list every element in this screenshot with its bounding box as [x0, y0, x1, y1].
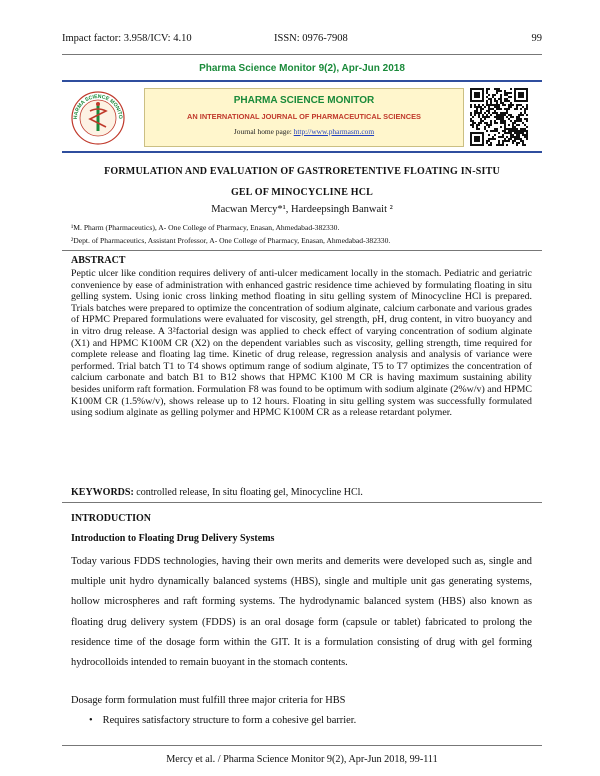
criteria-line: Dosage form formulation must fulfill three major criteria for HBS [71, 695, 346, 706]
introduction-paragraph: Today various FDDS technologies, having their own merits and demerits were developed such as, single and multiple unit hydro dynamically balanced systems (HBS), single and multiple unit gas generating systems, hollow microspheres and raft forming systems. The hydrodynamic balanced system (HBS) also known as floating drug delivery system (FDDS) is an oral dosage form (capsule or tablet) fabricated to prolong the residence time of the dosage form within the GIT. It is a formulation consisting of drug with gel forming hydrocolloids intended to remain buoyant in the stomach contents. [71, 556, 532, 669]
footer-divider [62, 745, 542, 746]
list-item [89, 715, 356, 726]
journal-name: PHARMA SCIENCE MONITOR [233, 95, 375, 106]
homepage-link[interactable]: http://www.pharmasm.com [293, 127, 375, 136]
affiliation-divider [62, 250, 542, 251]
impact-factor: Impact factor: 3.958/ICV: 4.10 [62, 33, 192, 44]
title-line-2: GEL OF MINOCYCLINE HCL [230, 187, 374, 198]
keywords-label: KEYWORDS: [71, 487, 134, 498]
abstract-heading: ABSTRACT [71, 255, 126, 266]
affiliation-1: ¹M. Pharm (Pharmaceutics), A- One College of Pharmacy, Enasan, Ahmedabad-382330. [71, 223, 340, 232]
keywords-text: controlled release, In situ floating gel, Minocycline HCl. [136, 487, 363, 498]
footer-citation: Mercy et al. / Pharma Science Monitor 9(2), Apr-Jun 2018, 99-111 [166, 754, 438, 765]
banner-top-rule [62, 80, 542, 82]
qr-code [470, 88, 528, 146]
title-line-1: FORMULATION AND EVALUATION OF GASTRORETENTIVE FLOATING IN-SITU [104, 166, 500, 177]
banner-bottom-rule [62, 151, 542, 153]
introduction-heading: INTRODUCTION [71, 513, 152, 524]
keywords-divider [62, 502, 542, 503]
author-list: Macwan Mercy*¹, Hardeepsingh Banwait ² [211, 204, 393, 215]
article-title [62, 161, 542, 203]
journal-banner [144, 88, 464, 147]
issn: ISSN: 0976-7908 [274, 33, 348, 44]
keywords [71, 487, 532, 498]
journal-homepage [145, 127, 463, 136]
abstract-body: Peptic ulcer like condition requires delivery of anti-ulcer medicament locally in the stomach. Pediatric and geriatric convenience by ease of administration with enhanced gastric residence time achieved by formulating floating in situ gelling system. Using ionic cross linking method floating in situ gelling system of Minocycline HCl is prepared. Trials batches were prepared to optimize the concentration of sodium alginate, calcium carbonate and various grades of HPMC Prepared formulations were evaluated for viscosity, gel strength, pH, drug content, in vitro buoyancy and in vitro drug release. A 3²factorial design was applied to check effect of varying concentration of sodium alginate (X1) and HPMC K100M CR (X2) on the dependent variables such as viscosity, gelling strength, time required for complete release and floating lag time. Kinetic of drug release, regression analysis and analysis of variance were performed. Trial batch T1 to T4 shows optimum range of sodium alginate, T5 to T7 optimizes the concentration of calcium carbonate and batch B1 to B12 shows that HPMC K100 M CR is having maximum sustaining ability besides uniform raft formation. Formulation F8 was found to be optimum with sodium alginate (2%w/v) and HPMC K100M CR (1.5%w/v), shows release up to 12 hours. Floating in situ gelling system was successfully formulated using sodium alginate as gelling polymer and HPMC K100M CR as a release retardant polymer. [71, 268, 532, 419]
journal-issue-line: Pharma Science Monitor 9(2), Apr-Jun 2018 [199, 63, 405, 74]
logo-text: HARMA SCIENCE MONITO [72, 93, 124, 120]
homepage-label: Journal home page: [233, 127, 292, 136]
affiliation-2: ²Dept. of Pharmaceutics, Assistant Professor, A- One College of Pharmacy, Enasan, Ahmedabad-382330. [71, 236, 391, 245]
journal-logo [68, 87, 128, 147]
header-divider [62, 54, 542, 55]
fdds-subheading: Introduction to Floating Drug Delivery Systems [71, 533, 275, 544]
list-item-text: Requires satisfactory structure to form a cohesive gel barrier. [102, 715, 357, 726]
page-number: 99 [531, 33, 542, 44]
bullet-icon: • [89, 715, 93, 726]
journal-subtitle: AN INTERNATIONAL JOURNAL OF PHARMACEUTICAL SCIENCES [187, 112, 421, 121]
